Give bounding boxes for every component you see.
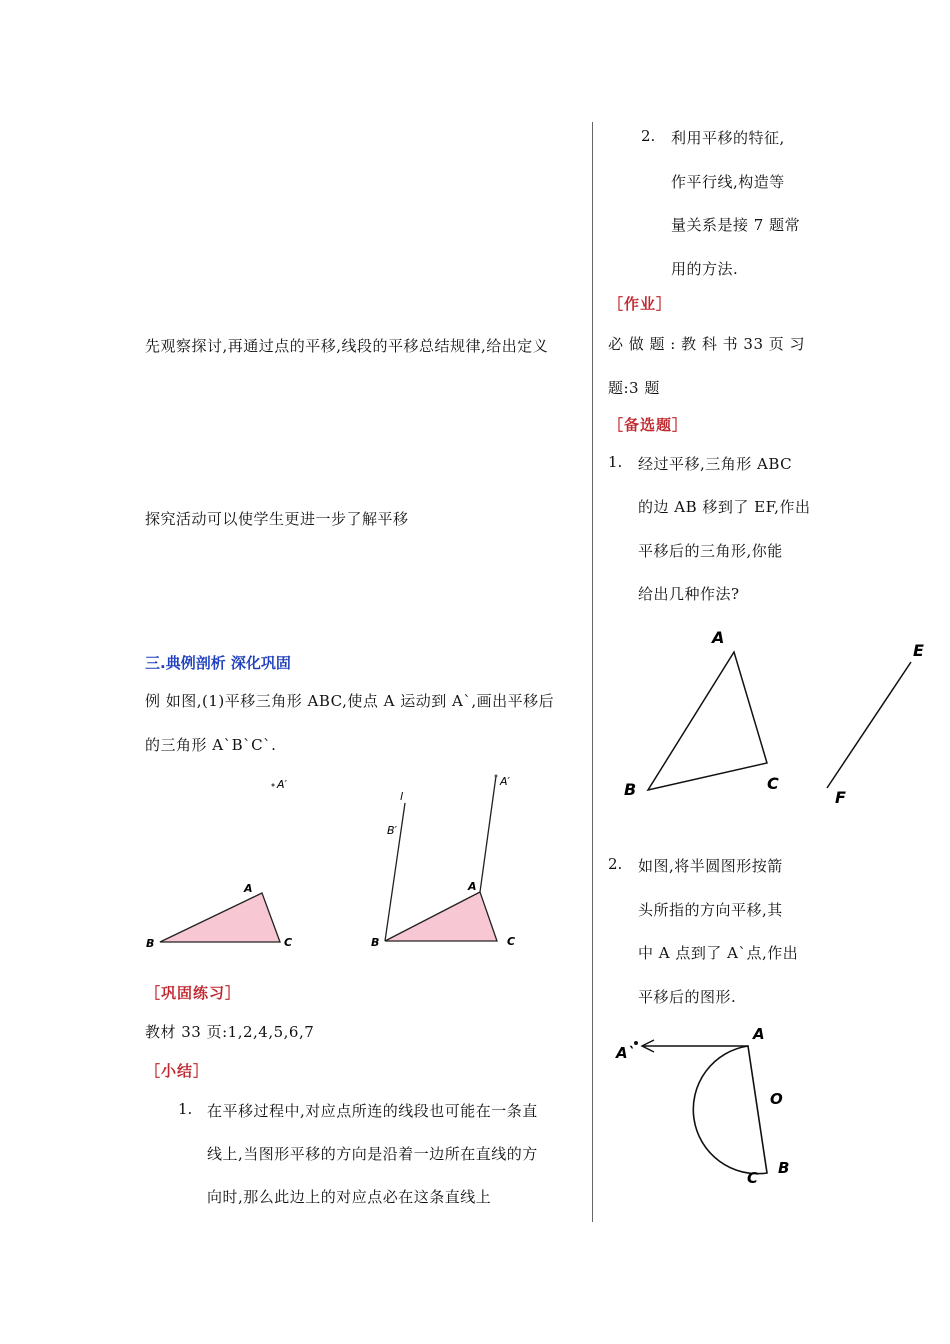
intro-paragraph-1: 先观察探讨,再通过点的平移,线段的平移总结规律,给出定义 — [145, 337, 549, 355]
label-o: O — [770, 1090, 783, 1108]
label-a: A — [244, 882, 253, 895]
segment-ef — [827, 662, 911, 788]
summary-item-2-line-4: 用的方法. — [671, 260, 739, 278]
practice-tag: ［巩固练习］ — [145, 984, 242, 1002]
intro-paragraph-2: 探究活动可以使学生更进一步了解平移 — [145, 510, 409, 528]
label-l: l — [400, 790, 404, 803]
triangle-abc — [160, 893, 280, 942]
summary-item-2-line-1: 利用平移的特征, — [671, 129, 785, 147]
optional-1-line-2: 的边 AB 移到了 EF,作出 — [638, 498, 811, 516]
summary-item-1-line-3: 向时,那么此边上的对应点必在这条直线上 — [207, 1188, 492, 1206]
optional-2-line-1: 如图,将半圆图形按箭 — [638, 857, 783, 875]
example-line-1: 例 如图,(1)平移三角形 ABC,使点 A 运动到 A`,画出平移后 — [145, 692, 555, 710]
summary-item-2-line-3: 量关系是接 7 题常 — [671, 216, 801, 234]
label-a-4: A — [753, 1025, 765, 1043]
column-divider — [592, 122, 593, 1222]
label-b-3: B — [624, 780, 637, 799]
practice-text: 教材 33 页:1,2,4,5,6,7 — [145, 1023, 315, 1041]
point-a-prime-2 — [495, 775, 498, 778]
summary-tag: ［小结］ — [145, 1062, 210, 1080]
homework-line-1: 必 做 题 : 教 科 书 33 页 习 — [608, 335, 806, 353]
optional-2-line-4: 平移后的图形. — [638, 988, 737, 1006]
summary-item-1-line-2: 线上,当图形平移的方向是沿着一边所在直线的方 — [207, 1145, 538, 1163]
figure-semicircle-translation — [610, 1018, 820, 1193]
summary-item-2-number: 2. — [641, 127, 656, 145]
segment-a-aprime — [480, 776, 496, 892]
example-line-2: 的三角形 A`B`C`. — [145, 736, 277, 754]
label-c-3: C — [767, 774, 779, 793]
label-b-prime: B′ — [387, 824, 398, 837]
optional-2-number: 2. — [608, 855, 623, 873]
label-c-4: C — [747, 1169, 759, 1187]
figure-triangle-and-segment-ef — [615, 622, 935, 812]
optional-1-number: 1. — [608, 453, 623, 471]
summary-item-1-line-1: 在平移过程中,对应点所连的线段也可能在一条直 — [207, 1102, 538, 1120]
optional-1-line-1: 经过平移,三角形 ABC — [638, 455, 793, 473]
point-a-prime — [272, 784, 275, 787]
triangle-abc-2 — [385, 892, 497, 941]
semicircle — [693, 1046, 767, 1174]
optional-2-line-3: 中 A 点到了 A`点,作出 — [638, 944, 799, 962]
label-a-prime: A′ — [277, 778, 288, 791]
label-e: E — [913, 641, 924, 660]
optional-1-line-3: 平移后的三角形,你能 — [638, 542, 783, 560]
optional-1-line-4: 给出几种作法? — [638, 585, 740, 603]
label-b-4: B — [778, 1159, 790, 1177]
label-a-prime-2: A′ — [500, 775, 511, 788]
label-b: B — [146, 937, 155, 950]
label-c-2: C — [507, 935, 516, 948]
homework-tag: ［作业］ — [608, 295, 673, 313]
summary-item-1-number: 1. — [178, 1100, 193, 1118]
label-a-2: A — [468, 880, 477, 893]
label-c: C — [284, 936, 293, 949]
optional-2-line-2: 头所指的方向平移,其 — [638, 901, 783, 919]
optional-tag: ［备选题］ — [608, 416, 689, 434]
homework-line-2: 题:3 题 — [608, 379, 660, 397]
summary-item-2-line-2: 作平行线,构造等 — [671, 173, 785, 191]
triangle-abc-3 — [648, 652, 767, 790]
figure-translation-construction — [365, 770, 530, 960]
label-a-3: A — [712, 628, 725, 647]
label-b-2: B — [371, 936, 380, 949]
label-f: F — [835, 788, 846, 807]
section-3-heading: 三.典例剖析 深化巩固 — [145, 654, 291, 672]
label-a-prime-4: A` — [616, 1044, 636, 1062]
figure-triangle-abc — [140, 770, 310, 960]
